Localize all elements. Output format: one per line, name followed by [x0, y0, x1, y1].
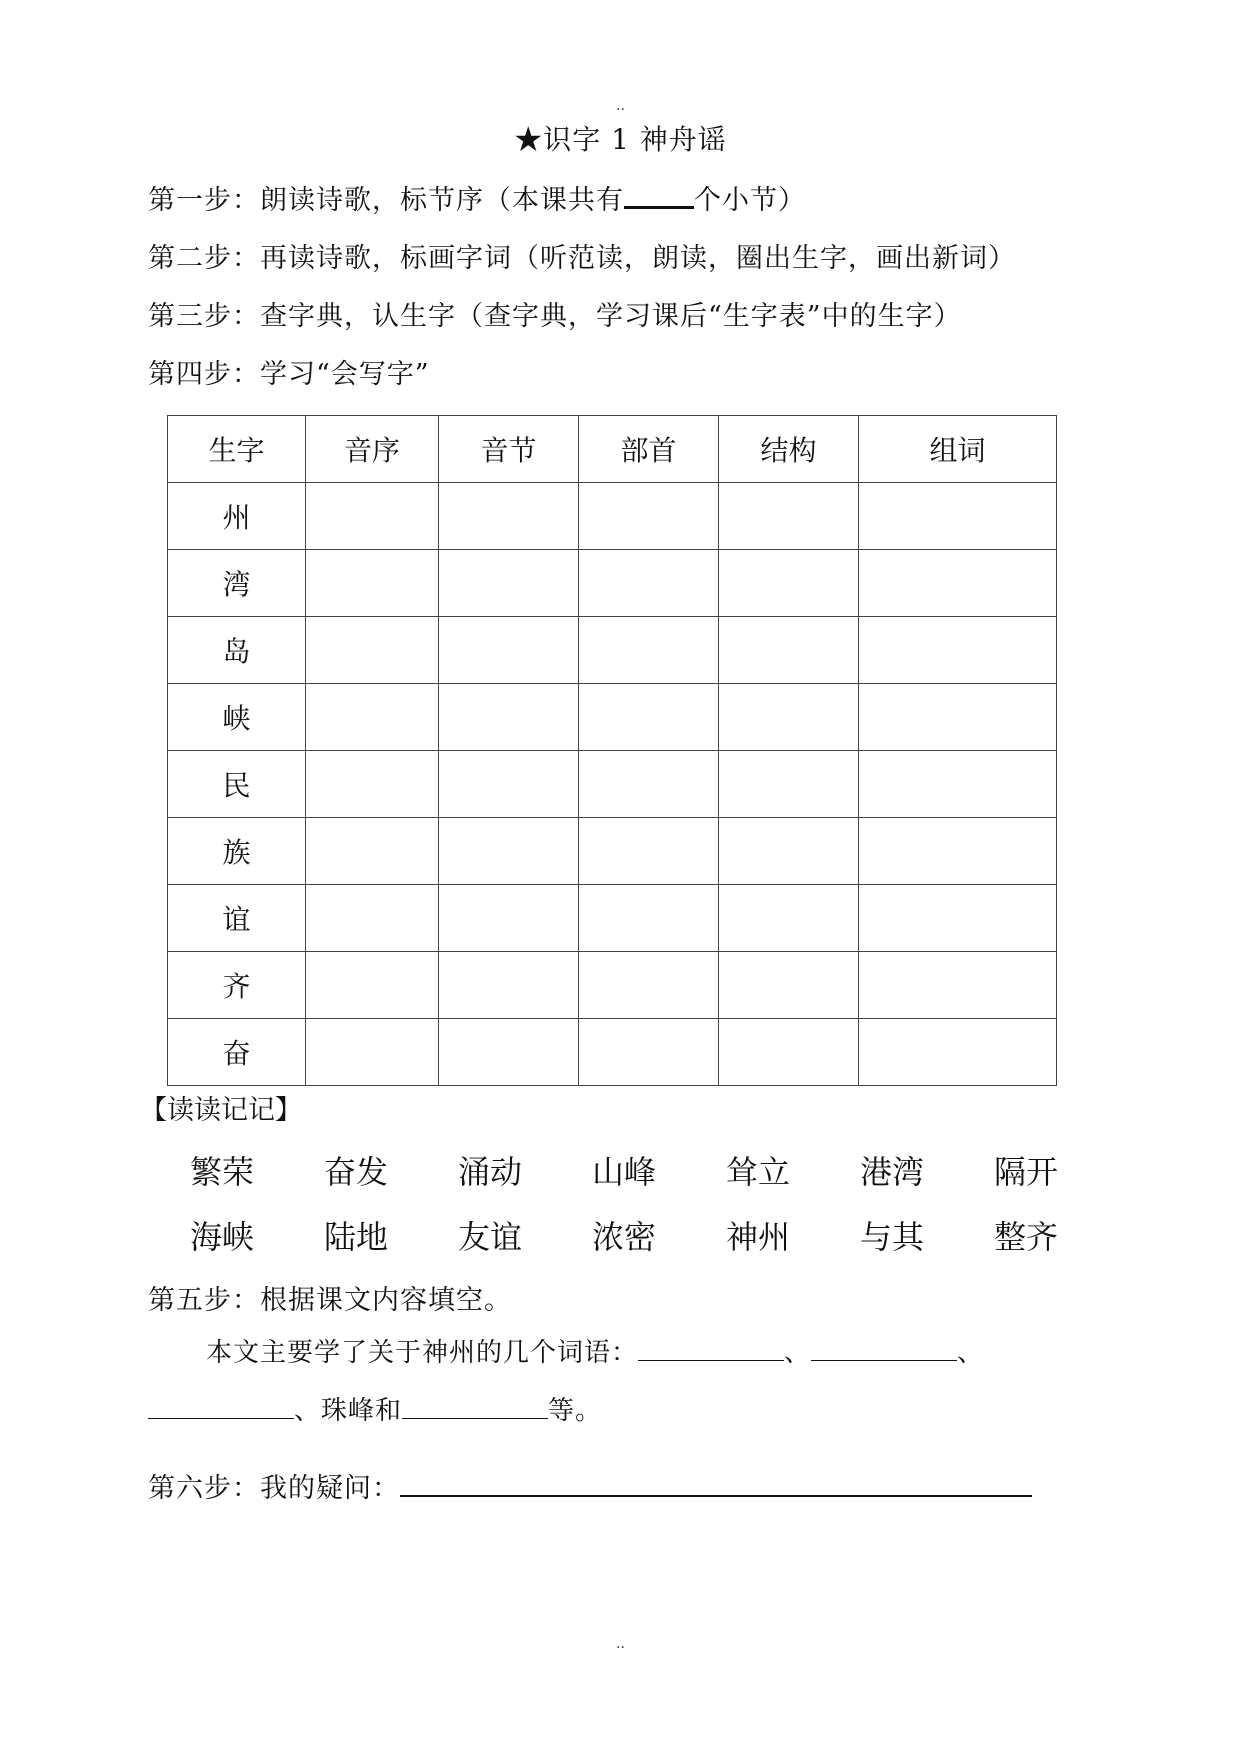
header-syllable: 音节 — [439, 416, 579, 483]
char-cell: 岛 — [168, 617, 306, 684]
step-1-text-end: 个小节） — [694, 185, 806, 216]
fill-blank-2[interactable] — [811, 1340, 957, 1361]
structure-cell[interactable] — [719, 684, 859, 751]
fill-prompt: 本文主要学了关于神州的几个词语： — [206, 1338, 639, 1368]
fill-line-2 — [148, 1390, 602, 1427]
word-item: 整齐 — [993, 1218, 1058, 1256]
syllable-cell[interactable] — [439, 617, 579, 684]
word-item: 与其 — [859, 1218, 924, 1256]
radical-cell[interactable] — [579, 483, 719, 550]
fill-blank-1[interactable] — [638, 1340, 784, 1361]
initial-cell[interactable] — [306, 818, 439, 885]
table-header-row — [168, 416, 1057, 483]
header-initial: 音序 — [306, 416, 439, 483]
initial-cell[interactable] — [306, 617, 439, 684]
structure-cell[interactable] — [719, 751, 859, 818]
word-item: 友谊 — [457, 1218, 522, 1256]
structure-cell[interactable] — [719, 818, 859, 885]
char-cell: 齐 — [168, 952, 306, 1019]
char-cell: 湾 — [168, 550, 306, 617]
structure-cell[interactable] — [719, 617, 859, 684]
table-row — [168, 617, 1057, 684]
char-cell: 族 — [168, 818, 306, 885]
step-1-text: 第一步：朗读诗歌，标节序（本课共有 — [148, 185, 624, 216]
char-cell: 民 — [168, 751, 306, 818]
radical-cell[interactable] — [579, 1019, 719, 1086]
footer-marks: .. — [616, 1636, 625, 1652]
radical-cell[interactable] — [579, 550, 719, 617]
word-item: 涌动 — [457, 1153, 522, 1191]
header-structure: 结构 — [719, 416, 859, 483]
words-cell[interactable] — [859, 483, 1057, 550]
step-3: 第三步：查字典，认生字（查字典，学习课后“生字表”中的生字） — [148, 301, 962, 332]
table-row — [168, 818, 1057, 885]
char-cell: 谊 — [168, 885, 306, 952]
initial-cell[interactable] — [306, 751, 439, 818]
words-cell[interactable] — [859, 684, 1057, 751]
words-cell[interactable] — [859, 751, 1057, 818]
table-row — [168, 684, 1057, 751]
table-row — [168, 751, 1057, 818]
syllable-cell[interactable] — [439, 483, 579, 550]
char-cell: 奋 — [168, 1019, 306, 1086]
word-item: 海峡 — [189, 1218, 254, 1256]
syllable-cell[interactable] — [439, 1019, 579, 1086]
word-item: 奋发 — [323, 1153, 388, 1191]
step-4: 第四步：学习“会写字” — [148, 359, 430, 390]
radical-cell[interactable] — [579, 952, 719, 1019]
radical-cell[interactable] — [579, 751, 719, 818]
word-item: 繁荣 — [189, 1153, 254, 1191]
table-row — [168, 952, 1057, 1019]
stanza-count-blank[interactable] — [624, 184, 694, 209]
characters-table — [167, 415, 1057, 1086]
reading-heading: 【读读记记】 — [140, 1095, 302, 1126]
structure-cell[interactable] — [719, 1019, 859, 1086]
structure-cell[interactable] — [719, 885, 859, 952]
structure-cell[interactable] — [719, 952, 859, 1019]
syllable-cell[interactable] — [439, 952, 579, 1019]
char-cell: 峡 — [168, 684, 306, 751]
fill-line-1 — [206, 1332, 984, 1369]
fill-end-text: 等。 — [548, 1396, 603, 1426]
word-item: 耸立 — [725, 1153, 790, 1191]
word-item: 浓密 — [591, 1218, 656, 1256]
words-cell[interactable] — [859, 818, 1057, 885]
question-answer-line[interactable] — [400, 1473, 1032, 1497]
syllable-cell[interactable] — [439, 684, 579, 751]
word-item: 陆地 — [323, 1218, 388, 1256]
word-item: 山峰 — [591, 1153, 656, 1191]
word-item: 港湾 — [859, 1153, 924, 1191]
syllable-cell[interactable] — [439, 818, 579, 885]
radical-cell[interactable] — [579, 885, 719, 952]
initial-cell[interactable] — [306, 952, 439, 1019]
separator: 、 — [957, 1338, 985, 1368]
words-cell[interactable] — [859, 550, 1057, 617]
syllable-cell[interactable] — [439, 550, 579, 617]
step-2: 第二步：再读诗歌，标画字词（听范读，朗读，圈出生字，画出新词） — [148, 243, 1016, 274]
fill-blank-4[interactable] — [402, 1398, 548, 1419]
table-row — [168, 550, 1057, 617]
header-radical: 部首 — [579, 416, 719, 483]
words-cell[interactable] — [859, 885, 1057, 952]
syllable-cell[interactable] — [439, 751, 579, 818]
structure-cell[interactable] — [719, 483, 859, 550]
table-row — [168, 483, 1057, 550]
words-cell[interactable] — [859, 617, 1057, 684]
header-marks: .. — [616, 98, 625, 114]
step-6-text: 第六步：我的疑问： — [148, 1473, 400, 1504]
radical-cell[interactable] — [579, 818, 719, 885]
initial-cell[interactable] — [306, 684, 439, 751]
header-words: 组词 — [859, 416, 1057, 483]
radical-cell[interactable] — [579, 684, 719, 751]
separator: 、 — [784, 1338, 812, 1368]
step-6 — [148, 1466, 1032, 1505]
initial-cell[interactable] — [306, 1019, 439, 1086]
fill-blank-3[interactable] — [148, 1398, 294, 1419]
word-item: 神州 — [725, 1218, 790, 1256]
char-cell: 州 — [168, 483, 306, 550]
header-character: 生字 — [168, 416, 306, 483]
step-1 — [148, 178, 806, 217]
page-title: ★识字 1 神舟谣 — [514, 123, 727, 156]
word-item: 隔开 — [993, 1153, 1058, 1191]
table-row — [168, 1019, 1057, 1086]
radical-cell[interactable] — [579, 617, 719, 684]
table-row — [168, 885, 1057, 952]
syllable-cell[interactable] — [439, 885, 579, 952]
fill-middle-text: 、珠峰和 — [294, 1396, 403, 1426]
initial-cell[interactable] — [306, 885, 439, 952]
structure-cell[interactable] — [719, 550, 859, 617]
initial-cell[interactable] — [306, 550, 439, 617]
words-cell[interactable] — [859, 952, 1057, 1019]
words-cell[interactable] — [859, 1019, 1057, 1086]
initial-cell[interactable] — [306, 483, 439, 550]
step-5: 第五步：根据课文内容填空。 — [148, 1285, 512, 1316]
